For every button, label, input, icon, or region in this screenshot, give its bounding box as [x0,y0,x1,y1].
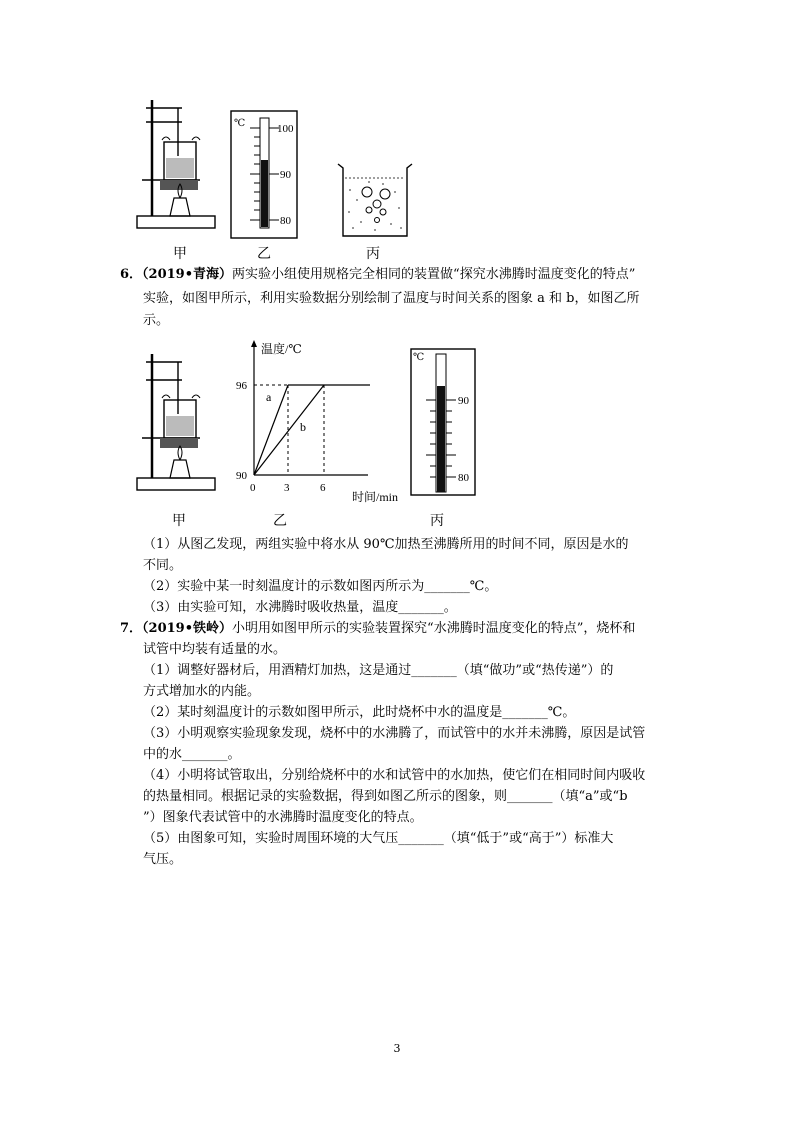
figure-top-label-jia: 甲 [173,246,187,262]
question-7-sub-4-cont-2: ”）图象代表试管中的水沸腾时温度变化的特点。 [143,810,423,825]
thermometer-q6-tick-90: 90 [458,395,469,407]
series-b-line [254,385,324,475]
question-7-line-2: 试管中均装有适量的水。 [143,642,287,657]
thermometer-tick-90: 90 [280,169,291,181]
figure-q6-label-bing: 丙 [430,513,444,529]
figure-top-label-bing: 丙 [366,246,380,262]
thermometer-tick-100: 100 [277,123,294,135]
question-6-source: （2019•青海） [142,267,233,282]
figure-q6-label-jia: 甲 [172,513,186,529]
graph-ytick-90: 90 [236,470,247,482]
beaker-figure-top [335,160,415,240]
question-7-sub-3-cont: 中的水_______。 [143,747,241,762]
question-7-sub-3: （3）小明观察实验现象发现，烧杯中的水沸腾了，而试管中的水并未沸腾，原因是试管 [143,726,646,741]
question-6-sub-1: （1）从图乙发现，两组实验中将水从 90℃加热至沸腾所用的时间不同，原因是水的 [143,537,629,552]
question-7-sub-5: （5）由图象可知，实验时周围环境的大气压_______（填“低于”或“高于”）标准大 [143,831,614,846]
question-7-source: （2019•铁岭） [142,621,233,636]
graph-xtick-6: 6 [320,482,326,494]
question-6-line-1: 6．（2019•青海）两实验小组使用规格完全相同的装置做“探究水沸腾时温度变化的特点” [120,267,636,282]
thermometer-q6-unit: ℃ [413,352,425,363]
question-6-line-3: 示。 [143,313,170,328]
apparatus-figure-q6 [132,350,222,495]
graph-series-b-label: b [300,420,306,434]
figure-q6-label-yi: 乙 [273,513,287,529]
question-7-sub-1-cont: 方式增加水的内能。 [143,684,261,699]
thermometer-unit-top: ℃ [234,118,246,129]
graph-xlabel: 时间/min [352,490,399,504]
question-6-sub-3: （3）由实验可知，水沸腾时吸收热量，温度_______。 [143,600,457,615]
question-7-sub-2: （2）某时刻温度计的示数如图甲所示，此时烧杯中水的温度是_______℃。 [143,705,576,720]
figure-top-label-yi: 乙 [257,246,271,262]
question-7-sub-1: （1）调整好器材后，用酒精灯加热，这是通过_______（填“做功”或“热传递”）的 [143,663,614,678]
question-6-line-2: 实验，如图甲所示，利用实验数据分别绘制了温度与时间关系的图象 a 和 b，如图乙所 [143,291,640,306]
question-7-sub-5-cont: 气压。 [143,852,183,867]
question-6-sub-2: （2）实验中某一时刻温度计的示数如图丙所示为_______℃。 [143,579,498,594]
thermometer-q6-tick-80: 80 [458,472,469,484]
question-7-number: 7． [120,621,143,636]
question-7-line-1: 7．（2019•铁岭）小明用如图甲所示的实验装置探究“水沸腾时温度变化的特点”，烧杯和 [120,621,636,636]
thermometer-tick-80: 80 [280,215,291,227]
apparatus-figure-top [132,96,222,241]
question-6-sub-1-cont: 不同。 [143,558,183,573]
graph-ylabel: 温度/℃ [261,342,302,356]
thermometer-figure-q6 [410,348,476,496]
question-7-sub-4: （4）小明将试管取出，分别给烧杯中的水和试管中的水加热，使它们在相同时间内吸收 [143,768,646,783]
temperature-time-graph [228,335,418,505]
graph-xtick-3: 3 [284,482,290,494]
question-7-sub-4-cont: 的热量相同。根据记录的实验数据，得到如图乙所示的图象，则_______（填“a”或“b [143,789,628,804]
graph-series-a-label: a [266,390,272,404]
question-6-number: 6． [120,267,143,282]
page-number: 3 [393,1042,401,1055]
graph-origin: 0 [250,482,256,494]
graph-ytick-96: 96 [236,380,247,392]
thermometer-figure-top [230,110,298,240]
